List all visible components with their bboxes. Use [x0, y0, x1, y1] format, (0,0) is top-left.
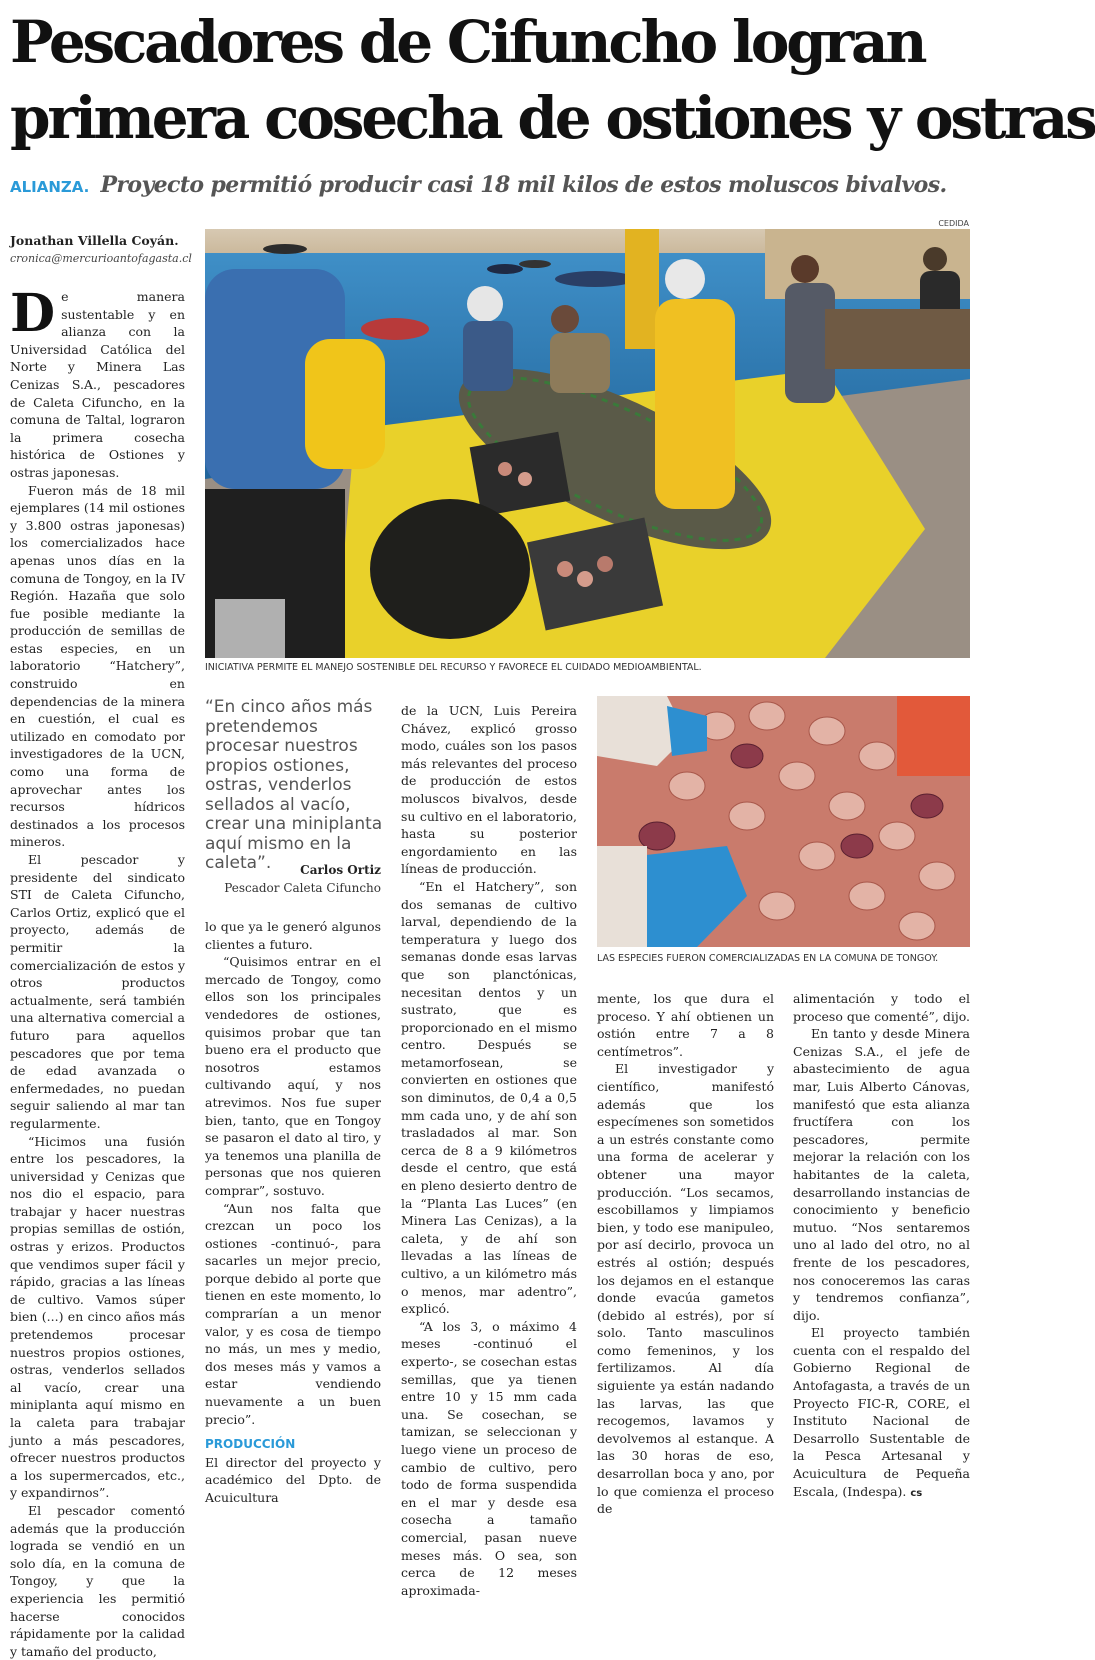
- article-paragraph: de la UCN, Luis Pereira Chávez, explicó grosso modo, cuáles son los pasos más relevantes del proceso de producción de estos moluscos bivalvos, desde su cultivo en el laboratorio, hasta su posterior engordamiento en las líneas de producción.: [401, 703, 577, 877]
- article-paragraph: “Aun nos falta que crezcan un poco los ostiones -continuó-, para sacarles un mejor precio, porque debido al porte que tienen en este momento, lo comprarían a un menor valor, y es cosa de tiempo no más, un mes y medio, dos meses más y vamos a estar vendiendo nuevamente a un buen precio”.: [205, 1200, 381, 1427]
- article-paragraph: lo que ya le generó algunos clientes a futuro.: [205, 919, 381, 952]
- article-column-4: [597, 990, 774, 1518]
- article-column-2: [205, 918, 381, 1507]
- scallops-image: [597, 696, 970, 947]
- headline-line-2: primera cosecha de ostiones y ostras: [10, 84, 1095, 152]
- article-column-5: [793, 990, 970, 1502]
- article-paragraph: Fueron más de 18 mil ejemplares (14 mil ostiones y 3.800 ostras japonesas) los comercializados hace apenas unos días en la comuna de Tongoy, en la IV Región. Hazaña que solo fue posible mediante la producción de semillas de estas especies, en un laboratorio “Hatchery”, construido en dependencias de la minera en cuestión, el cual es utilizado en comodato por investigadores de la UCN, como una forma de aprovechar antes los recursos hídricos destinados a los procesos mineros.: [10, 482, 185, 850]
- article-paragraph: “Quisimos entrar en el mercado de Tongoy, como ellos son los principales vendedores de ostiones, quisimos probar que tan bueno era el producto que nosotros estamos cultivando aquí, y nos atrevimos. Nos fue super bien, tanto, que en Tongoy se pasaron el dato al tiro, y ya tenemos una planilla de personas que nos quieren comprar”, sostuvo.: [205, 954, 381, 1198]
- main-photo-caption: INICIATIVA PERMITE EL MANEJO SOSTENIBLE DEL RECURSO Y FAVORECE EL CUIDADO MEDIOAMBIENTAL.: [205, 662, 702, 673]
- article-paragraph: El director del proyecto y académico del Dpto. de Acuicultura: [205, 1454, 381, 1505]
- article-paragraph: “Hicimos una fusión entre los pescadores, la universidad y Cenizas que nos dio el espacio, para trabajar y hacer nuestras propias semillas de ostión, ostras y erizos. Productos que vendimos super fácil y rápido, gracias a las líneas de cultivo. Vamos súper bien (...) en cinco años más pretendemos procesar nuestros propios ostiones, ostras, venderlos sellados al vacío, crear una miniplanta aquí mismo en la caleta para trabajar junto a más pescadores, ofrecer nuestros productos a los supermercados, etc., y expandirnos”.: [10, 1133, 185, 1501]
- headline-line-1: Pescadores de Cifuncho logran: [10, 8, 925, 76]
- article-paragraph: mente, los que dura el proceso. Y ahí obtienen un ostión entre 7 a 8 centímetros”.: [597, 991, 774, 1059]
- article-paragraph: alimentación y todo el proceso que comenté”, dijo.: [793, 991, 970, 1024]
- article-paragraph: El pescador y presidente del sindicato STI de Caleta Cifuncho, Carlos Ortiz, explicó que el proyecto, además de permitir la comercialización de estos y otros productos actualmente, será también una alternativa comercial a futuro para aquellos pescadores que por tema de edad avanzada o enfermedades, no puedan seguir saliendo al mar tan regularmente.: [10, 852, 185, 1131]
- scallops-photo-caption: LAS ESPECIES FUERON COMERCIALIZADAS EN LA COMUNA DE TONGOY.: [597, 953, 939, 964]
- byline-email: cronica@mercurioantofagasta.cl: [10, 252, 192, 265]
- photo-credit: CEDIDA: [938, 219, 969, 228]
- fishermen-harvest-image: [205, 229, 970, 658]
- end-mark: cs: [910, 1487, 923, 1499]
- subhead-text: Proyecto permitió producir casi 18 mil kilos de estos moluscos bivalvos.: [100, 172, 947, 198]
- article-paragraph: “A los 3, o máximo 4 meses -continuó el experto-, se cosechan estas semillas, que ya tienen entre 10 y 15 mm cada una. Se cosechan, se tamizan, se seleccionan y luego viene un proceso de cambio de cultivo, pero todo de forma suspendida en el mar y desde esa cosecha a tamaño comercial, pasan nueve meses más. O sea, son cerca de 12 meses aproximada-: [401, 1318, 577, 1598]
- byline-author: Jonathan Villella Coyán.: [10, 233, 179, 248]
- pull-quote-role: Pescador Caleta Cifuncho: [224, 881, 381, 895]
- article-column-3: [401, 702, 577, 1599]
- scallops-photo: [597, 696, 970, 947]
- article-paragraph: “En el Hatchery”, son dos semanas de cultivo larval, dependiendo de la temperatura y luego dos semanas donde esas larvas que son planctónicas, necesitan dentos y un sustrato, que es proporcionado en el mismo centro. Después se metamorfosean, se convierten en ostiones que son diminutos, de 0,4 a 0,5 mm cada uno, y de ahí son trasladados al mar. Son cerca de 8 a 9 kilómetros desde el centro, que está en pleno desierto dentro de la “Planta Las Luces” (en Minera Las Cenizas), a la caleta, y de ahí son llevadas a las líneas de cultivo, a un kilómetro más o menos, mar adentro”, explicó.: [401, 878, 577, 1317]
- subheadline: [10, 172, 970, 198]
- article-paragraph: El pescador comentó además que la producción lograda se vendió en un solo día, en la comuna de Tongoy, y que la experiencia les permitió hacerse conocidos rápidamente por la calidad y tamaño del producto,: [10, 1502, 185, 1659]
- subhead-kicker: ALIANZA.: [10, 178, 90, 196]
- headline: [10, 4, 1095, 156]
- article-paragraph: El investigador y científico, manifestó además que los especímenes son sometidos a un estrés constante como una forma de acelerar y obtener una mayor producción. “Los secamos, escobillamos y limpiamos bien, y todo ese manipuleo, por así decirlo, provoca un estrés al ostión; después los dejamos en el estanque donde evacúa gametos (debido al estrés), por sí solo. Tanto masculinos como femeninos, y los fertilizamos. Al día siguiente ya están nadando las larvas, las que recogemos, lavamos y devolvemos al estanque. A las 30 horas de eso, desarrollan boca y ano, por lo que comienza el proceso de: [597, 1061, 774, 1517]
- article-column-1: [10, 283, 185, 1660]
- section-heading: PRODUCCIÓN: [205, 1437, 296, 1452]
- article-paragraph: En tanto y desde Minera Cenizas S.A., el jefe de abastecimiento de agua mar, Luis Alberto Cánovas, manifestó que esta alianza fructífera con los pescadores, permite mejorar la relación con los habitantes de la caleta, desarrollando instancias de conocimiento y beneficio mutuo. “Nos sentaremos uno al lado del otro, no al frente de los pescadores, nos conoceremos las caras y tendremos confianza”, dijo.: [793, 1026, 970, 1323]
- article-paragraph: De manera sustentable y en alianza con la Universidad Católica del Norte y Minera Las Cenizas S.A., pescadores de Caleta Cifuncho, en la comuna de Taltal, lograron la primera cosecha histórica de Ostiones y ostras japonesas.: [10, 283, 185, 480]
- main-photo: [205, 229, 970, 658]
- article-paragraph: El proyecto también cuenta con el respaldo del Gobierno Regional de Antofagasta, a través de un Proyecto FIC-R, CORE, el Instituto Nacional de Desarrollo Sustentable de la Pesca Artesanal y Acuicultura de Pequeña Escala, (Indespa). cs: [793, 1325, 970, 1499]
- pull-quote: “En cinco años más pretendemos procesar nuestros propios ostiones, ostras, venderlos sellados al vacío, crear una miniplanta aquí mismo en la caleta”.: [205, 697, 383, 873]
- pull-quote-name: Carlos Ortiz: [300, 863, 381, 877]
- drop-cap: D: [10, 283, 56, 344]
